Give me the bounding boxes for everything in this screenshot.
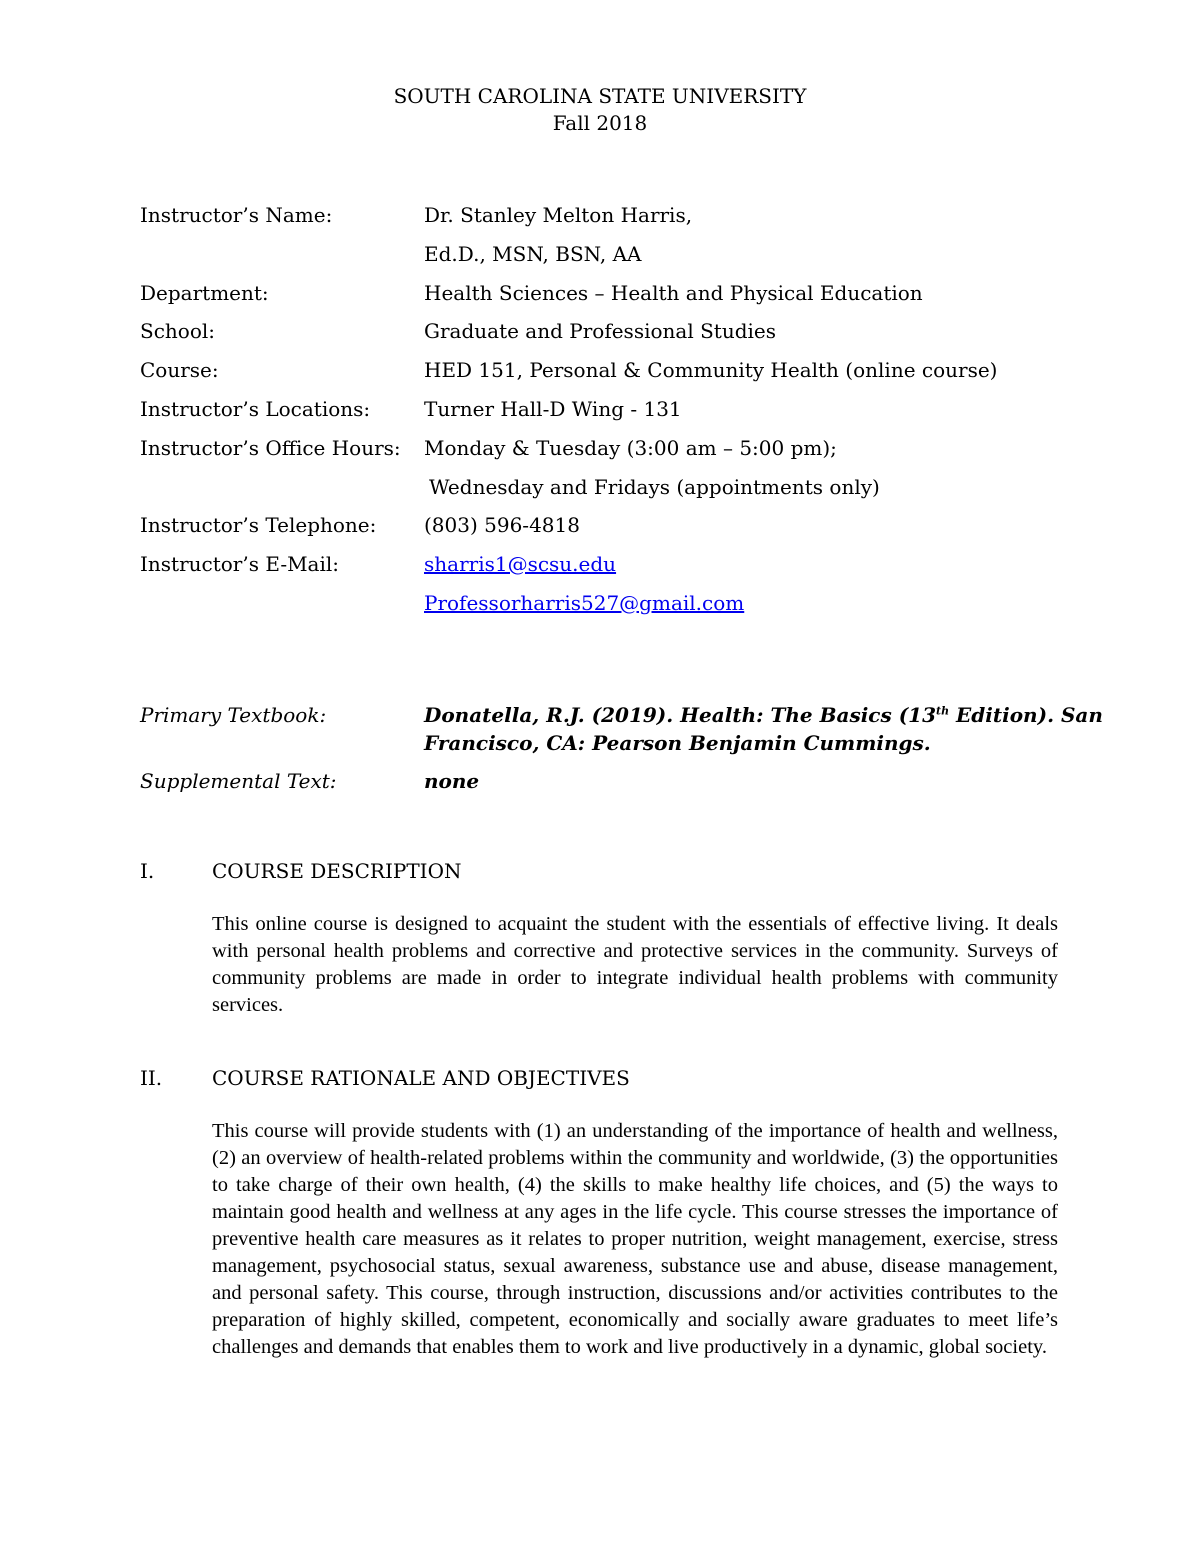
primary-textbook-label: Primary Textbook: — [140, 703, 327, 727]
email-label: Instructor’s E-Mail: — [140, 552, 340, 576]
edition-superscript: th — [936, 704, 950, 718]
primary-textbook-text-a: Donatella, R.J. (2019). Health: The Basics (13 — [424, 703, 936, 727]
instructor-name-value: Dr. Stanley Melton Harris, — [424, 203, 693, 227]
department-value: Health Sciences – Health and Physical Education — [424, 281, 923, 305]
course-value: HED 151, Personal & Community Health (online course) — [424, 358, 998, 382]
email-value-1 — [424, 552, 616, 576]
office-hours-value: Monday & Tuesday (3:00 am – 5:00 pm); — [424, 436, 837, 460]
course-label: Course: — [140, 358, 219, 382]
email-link-gmail[interactable]: Professorharris527@gmail.com — [424, 591, 745, 615]
locations-label: Instructor’s Locations: — [140, 397, 371, 421]
section-2-title: COURSE RATIONALE AND OBJECTIVES — [212, 1066, 630, 1090]
section-1-title: COURSE DESCRIPTION — [212, 859, 462, 883]
instructor-name-label: Instructor’s Name: — [140, 203, 333, 227]
primary-textbook-line2: Francisco, CA: Pearson Benjamin Cummings. — [424, 731, 931, 755]
university-name: SOUTH CAROLINA STATE UNIVERSITY — [393, 84, 807, 108]
school-label: School: — [140, 319, 215, 343]
email-value-2 — [424, 591, 744, 615]
telephone-value: (803) 596-4818 — [424, 513, 580, 537]
primary-textbook-line1 — [424, 703, 1103, 727]
office-hours-label: Instructor’s Office Hours: — [140, 436, 401, 460]
course-rationale-paragraph: This course will provide students with (1) an understanding of the importance of health and wellness, (2) an overview of health-related problems within the community and worldwide, (3) the opportunities to take charge of their own health, (4) the skills to make healthy life choices, and (5) the ways to maintain good health and wellness at any ages in the life cycle. This course stresses the importance of preventive health care measures as it relates to proper nutrition, weight management, exercise, stress management, psychosocial status, sexual awareness, substance use and abuse, disease management, and personal safety. This course, through instruction, discussions and/or activities contributes to the preparation of highly skilled, competent, economically and socially aware graduates to meet life’s challenges and demands that enables them to work and live productively in a dynamic, global society. — [212, 1120, 1058, 1358]
supplemental-text-value: none — [424, 769, 480, 793]
section-1-number: I. — [140, 859, 155, 883]
office-hours-value-2: Wednesday and Fridays (appointments only) — [429, 475, 880, 499]
school-value: Graduate and Professional Studies — [424, 319, 777, 343]
department-label: Department: — [140, 281, 269, 305]
section-2-number: II. — [140, 1066, 163, 1090]
supplemental-text-label: Supplemental Text: — [140, 769, 337, 793]
telephone-label: Instructor’s Telephone: — [140, 513, 377, 537]
term: Fall 2018 — [552, 111, 648, 135]
instructor-credentials: Ed.D., MSN, BSN, AA — [424, 242, 642, 266]
primary-textbook-text-b: Edition). San — [949, 703, 1103, 727]
locations-value: Turner Hall-D Wing - 131 — [424, 397, 682, 421]
email-link-scsu[interactable]: sharris1@scsu.edu — [424, 552, 617, 576]
course-description-paragraph: This online course is designed to acquaint the student with the essentials of effective living. It deals with personal health problems and corrective and protective services in the community. Surveys of community problems are made in order to integrate individual health problems with community services. — [212, 913, 1058, 1016]
